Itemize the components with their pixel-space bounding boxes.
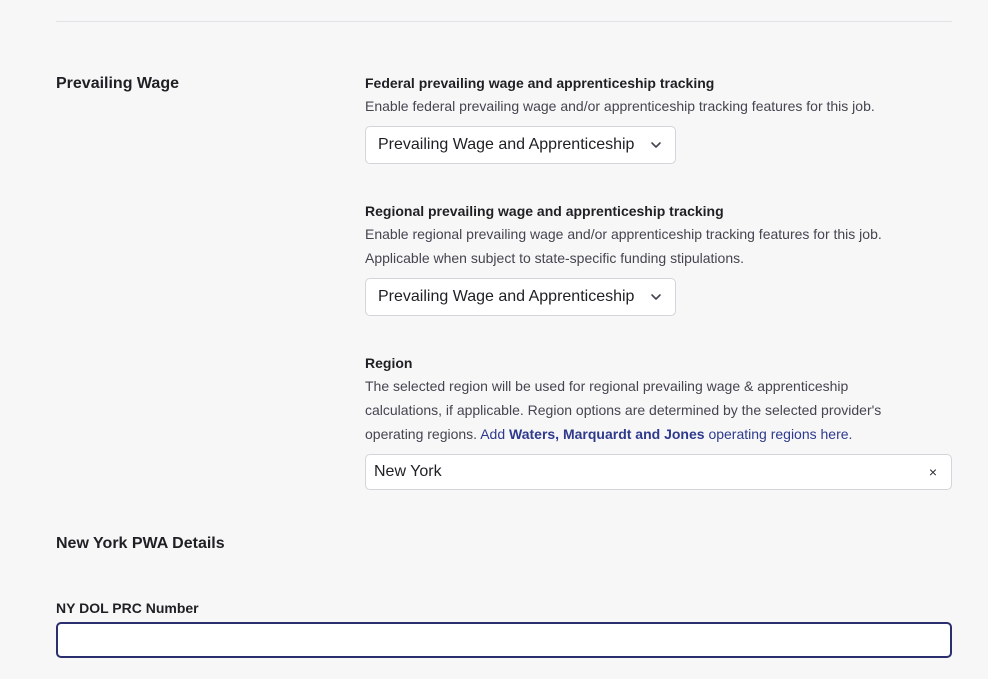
close-icon[interactable]: × bbox=[928, 464, 937, 480]
top-divider bbox=[56, 21, 952, 22]
federal-tracking-label: Federal prevailing wage and apprenticeship tracking bbox=[365, 75, 715, 91]
section-title-pwa-details: New York PWA Details bbox=[56, 535, 225, 552]
federal-tracking-selected-value: Prevailing Wage and Apprenticeship bbox=[378, 136, 635, 153]
ny-dol-prc-input[interactable] bbox=[56, 622, 952, 658]
region-help-text: The selected region will be used for regional prevailing wage & apprenticeship calculations, if applicable. Region options are determined by the selected provider's operating regions. bbox=[365, 378, 882, 442]
region-help-block bbox=[365, 374, 921, 446]
link-prefix: Add bbox=[480, 426, 506, 442]
regional-tracking-select[interactable] bbox=[365, 278, 676, 316]
regional-tracking-help: Enable regional prevailing wage and/or apprenticeship tracking features for this job. Applicable when subject to state-specific funding stipulations. bbox=[365, 226, 882, 266]
section-title-prevailing-wage: Prevailing Wage bbox=[56, 75, 179, 92]
federal-tracking-select[interactable] bbox=[365, 126, 676, 164]
region-label: Region bbox=[365, 355, 413, 371]
chevron-down-icon bbox=[649, 138, 663, 152]
regional-tracking-label: Regional prevailing wage and apprenticeship tracking bbox=[365, 203, 724, 219]
provider-name: Waters, Marquardt and Jones bbox=[509, 426, 705, 442]
region-combobox[interactable] bbox=[365, 454, 952, 490]
link-suffix: operating regions here. bbox=[708, 426, 853, 442]
add-operating-regions-link[interactable] bbox=[480, 426, 852, 442]
federal-tracking-help: Enable federal prevailing wage and/or apprenticeship tracking features for this job. bbox=[365, 98, 875, 114]
chevron-down-icon bbox=[649, 290, 663, 304]
ny-dol-prc-label: NY DOL PRC Number bbox=[56, 600, 199, 616]
region-selected-value: New York bbox=[374, 463, 442, 480]
regional-tracking-selected-value: Prevailing Wage and Apprenticeship bbox=[378, 288, 635, 305]
